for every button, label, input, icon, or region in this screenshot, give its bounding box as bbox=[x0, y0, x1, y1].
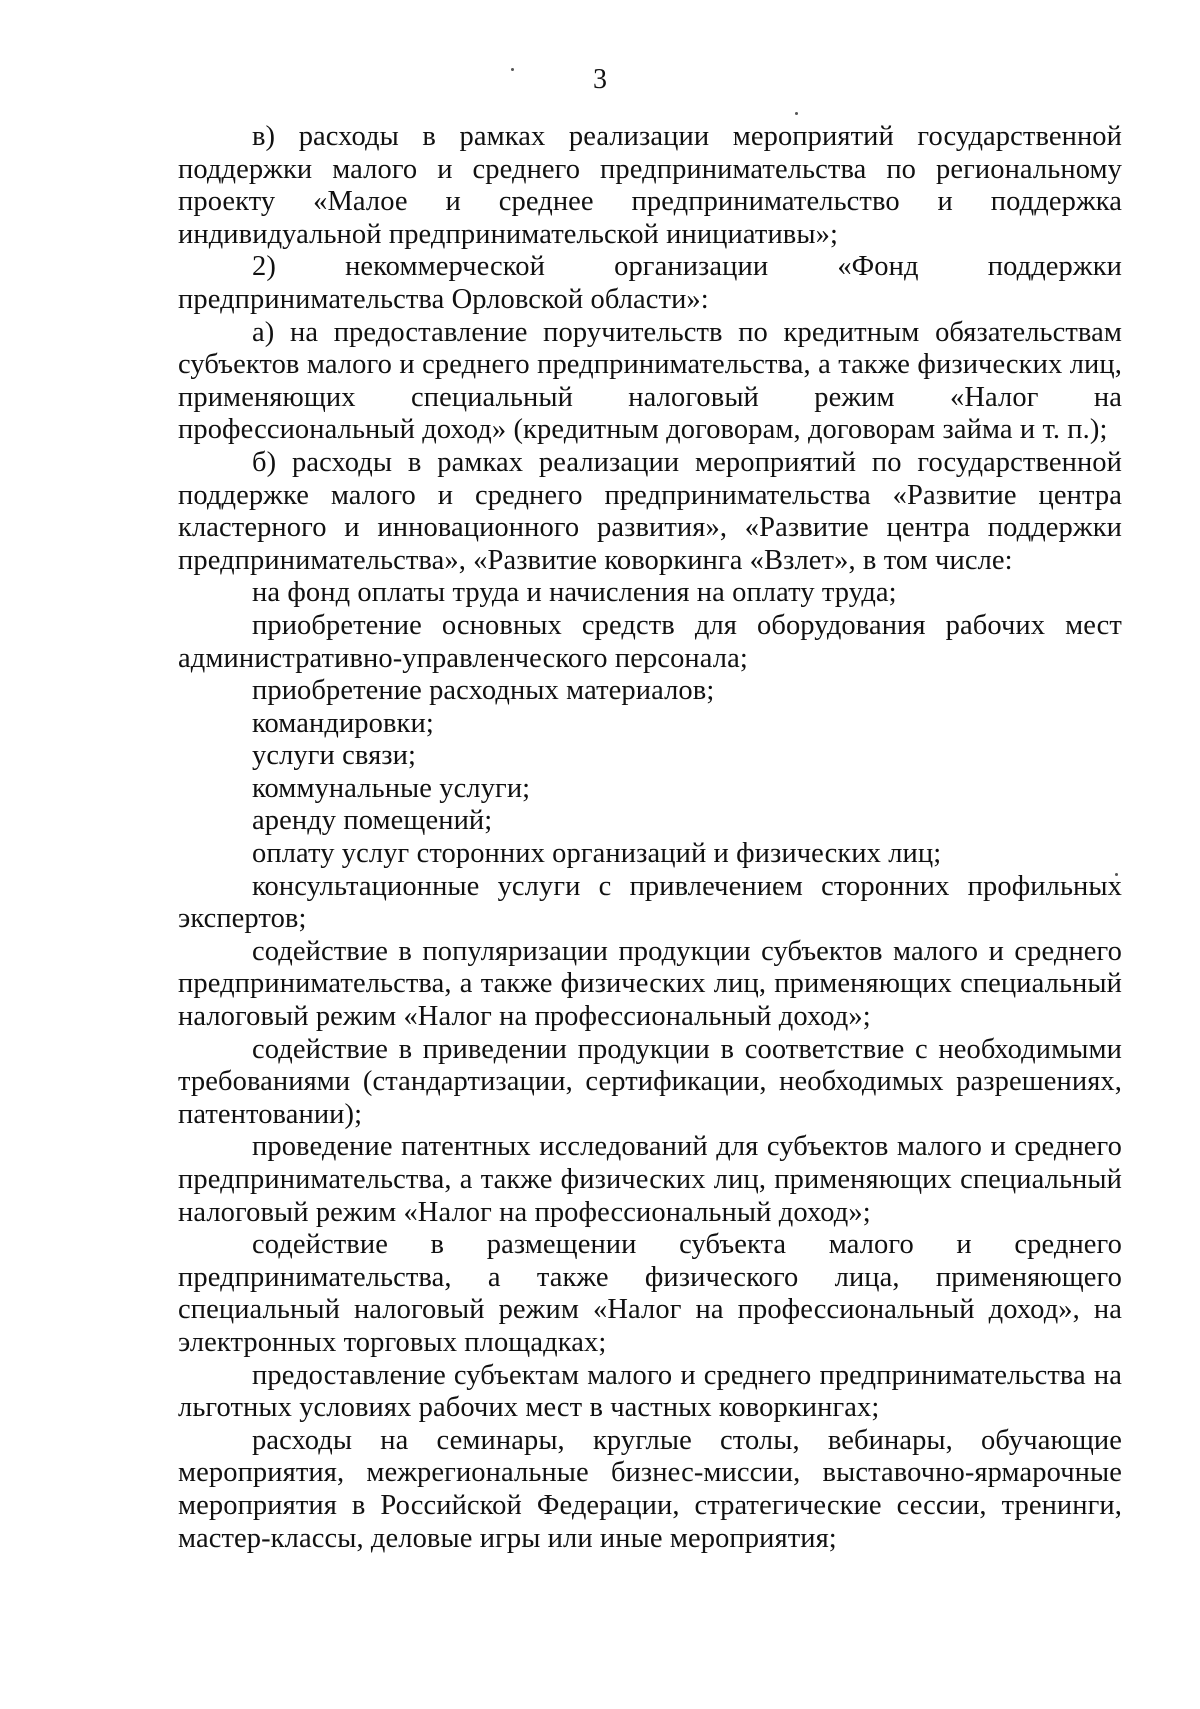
document-body bbox=[178, 121, 1122, 1555]
scan-speck bbox=[795, 112, 798, 115]
list-item-consumables: приобретение расходных материалов; bbox=[252, 675, 715, 707]
list-item-patent-research: проведение патентных исследований для субъектов малого и среднего предпринимательства, а также физических лиц, применяющих специальный налоговый режим «Налог на профессиональный доход»; bbox=[178, 1131, 1122, 1228]
list-item-events: расходы на семинары, круглые столы, вебинары, обучающие мероприятия, межрегиональные бизнес-миссии, выставочно-ярмарочные мероприятия в Российской Федерации, стратегические сессии, тренинги, мастер-классы, деловые игры или иные мероприятия; bbox=[178, 1424, 1122, 1554]
list-item-payroll: на фонд оплаты труда и начисления на оплату труда; bbox=[252, 577, 897, 609]
scan-speck bbox=[511, 68, 514, 71]
paragraph-b-expenses: б) расходы в рамках реализации мероприятий по государственной поддержке малого и среднего предпринимательства «Развитие центра кластерного и инновационного развития», «Развитие центра поддержки предпринимательства», «Развитие коворкинга «Взлет», в том числе: bbox=[178, 446, 1122, 576]
page-number: 3 bbox=[593, 64, 607, 95]
list-item-consulting: консультационные услуги с привлечением сторонних профильных экспертов; bbox=[178, 870, 1122, 935]
list-item-business-trips: командировки; bbox=[252, 707, 434, 739]
paragraph-a-guarantees: а) на предоставление поручительств по кредитным обязательствам субъектов малого и среднего предпринимательства, а также физических лиц, применяющих специальный налоговый режим «Налог на профессиональный доход» (кредитным договорам, договорам займа и т. п.); bbox=[178, 316, 1122, 446]
list-item-e-marketplaces: содействие в размещении субъекта малого и среднего предпринимательства, а также физического лица, применяющего специальный налоговый режим «Налог на профессиональный доход», на электронных торговых площадках; bbox=[178, 1229, 1122, 1358]
paragraph-2-nonprofit: 2) некоммерческой организации «Фонд поддержки предпринимательства Орловской области»: bbox=[178, 251, 1122, 315]
paragraph-v-expenses: в) расходы в рамках реализации мероприятий государственной поддержки малого и среднего предпринимательства по региональному проекту «Малое и среднее предпринимательство и поддержка индивидуальной предпринимательской инициативы»; bbox=[178, 121, 1122, 250]
list-item-standardization: содействие в приведении продукции в соответствие с необходимыми требованиями (стандартизации, сертификации, необходимых разрешениях, патентовании); bbox=[178, 1033, 1122, 1130]
list-item-popularization: содействие в популяризации продукции субъектов малого и среднего предпринимательства, а также физических лиц, применяющих специальный налоговый режим «Налог на профессиональный доход»; bbox=[178, 935, 1122, 1033]
list-item-third-party-services: оплату услуг сторонних организаций и физических лиц; bbox=[252, 838, 942, 870]
list-item-coworking: предоставление субъектам малого и среднего предпринимательства на льготных условиях рабочих мест в частных коворкингах; bbox=[178, 1359, 1122, 1424]
list-item-fixed-assets: приобретение основных средств для оборудования рабочих мест административно-управленческого персонала; bbox=[178, 609, 1122, 674]
list-item-rent: аренду помещений; bbox=[252, 805, 493, 837]
list-item-communication: услуги связи; bbox=[252, 740, 417, 772]
list-item-utilities: коммунальные услуги; bbox=[252, 772, 531, 804]
